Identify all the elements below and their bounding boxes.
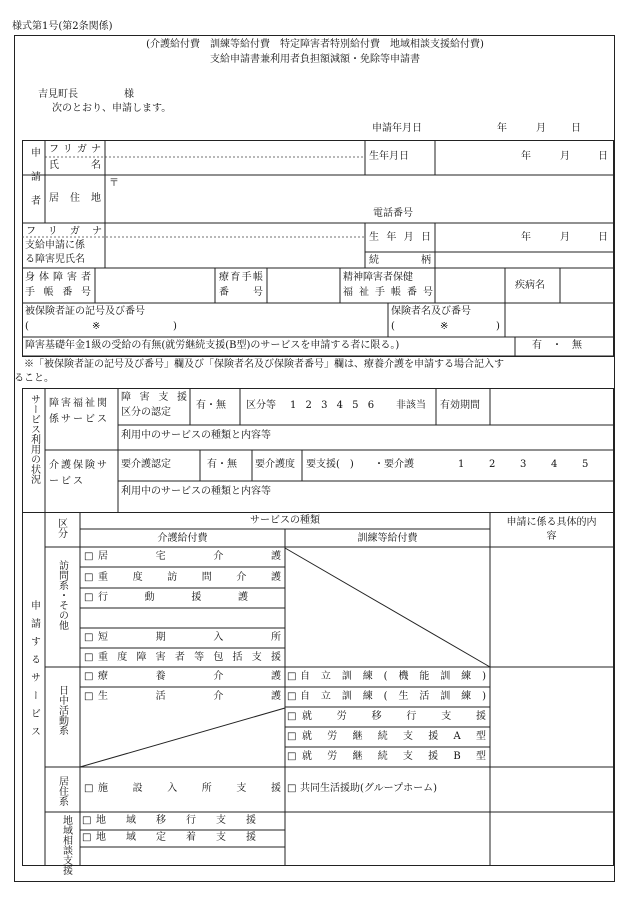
addressee: 吉見町長 bbox=[38, 89, 78, 100]
checkbox[interactable]: □ bbox=[84, 783, 94, 794]
disease-label: 疾病名 bbox=[515, 280, 545, 291]
cert-label-2: 区分の認定 bbox=[121, 407, 171, 418]
visit-item-label: 短期入所 bbox=[98, 632, 281, 643]
service-types-header: サービスの種類 bbox=[250, 515, 320, 526]
phone-label: 電話番号 bbox=[373, 208, 413, 219]
specific-content-header-1: 申請に係る具体的内 bbox=[506, 517, 597, 528]
residential-care-label: 施設入所支援 bbox=[98, 783, 281, 794]
applicant-birth-month: 月 bbox=[560, 151, 570, 162]
day-item-label: 生活介護 bbox=[98, 691, 281, 702]
valid-period-label: 有効期間 bbox=[440, 400, 480, 411]
checkbox[interactable]: □ bbox=[84, 652, 94, 663]
ryoiku-handbook-label-2: 番 号 bbox=[219, 287, 263, 298]
care-level-label: 要介護度 bbox=[255, 459, 295, 470]
checkbox[interactable]: □ bbox=[84, 572, 94, 583]
care-cert-yes-no[interactable]: 有・無 bbox=[207, 459, 237, 470]
addressee-suffix: 様 bbox=[124, 89, 134, 100]
non-applicable[interactable]: 非該当 bbox=[396, 400, 426, 411]
care-service-label: 介護保険サービス bbox=[49, 460, 109, 487]
care-level-1[interactable]: 1 bbox=[458, 459, 465, 470]
checkbox[interactable]: □ bbox=[287, 711, 297, 722]
checkbox[interactable]: □ bbox=[287, 751, 297, 762]
applicant-birth-label: 生年月日 bbox=[369, 151, 409, 162]
postal-mark: 〒 bbox=[109, 178, 119, 189]
specific-content-header-2: 容 bbox=[546, 531, 557, 542]
care-level-2[interactable]: 2 bbox=[489, 459, 496, 470]
child-birth-year: 年 bbox=[521, 232, 531, 243]
physical-handbook-field[interactable] bbox=[98, 271, 212, 301]
application-date-label: 申請年月日 bbox=[372, 123, 422, 134]
insurer-note-mark: ※ bbox=[440, 321, 449, 332]
child-birth-label: 生年月日 bbox=[369, 232, 431, 243]
training-item-label: 就労継続支援B型 bbox=[302, 751, 486, 762]
intro-text: 次のとおり、申請します。 bbox=[52, 103, 172, 114]
ryoiku-handbook-label-1: 療育手帳 bbox=[219, 272, 263, 283]
residential-training-label: 共同生活援助(グループホーム) bbox=[300, 783, 438, 794]
applicant-name-label: 氏 名 bbox=[49, 160, 101, 171]
care-level-5[interactable]: 5 bbox=[582, 459, 589, 470]
training-item-label: 自立訓練(機能訓練) bbox=[300, 671, 486, 682]
cert-label-1: 障害支援 bbox=[121, 392, 187, 403]
checkbox[interactable]: □ bbox=[84, 592, 94, 603]
class-options[interactable]: 1 2 3 4 5 6 bbox=[290, 400, 378, 411]
applicant-name-field[interactable] bbox=[108, 145, 363, 173]
disease-field[interactable] bbox=[563, 271, 611, 301]
child-name-label-1: 支給申請に係 bbox=[25, 240, 85, 251]
care-in-use-label: 利用中のサービスの種類と内容等 bbox=[121, 486, 271, 497]
checkbox[interactable]: □ bbox=[82, 832, 92, 843]
welfare-service-label: 障害福祉関係サービス bbox=[49, 398, 109, 425]
insured-number-label: 被保険者証の記号及び番号 bbox=[25, 306, 145, 317]
insurer-label: 保険者名及び番号 bbox=[391, 306, 471, 317]
child-furigana-label: フリガナ bbox=[26, 226, 102, 237]
visit-item-label: 行動援護 bbox=[98, 592, 248, 603]
applicant-birth-year: 年 bbox=[521, 151, 531, 162]
mental-handbook-label-2: 福祉手帳番号 bbox=[343, 287, 433, 298]
child-name-field[interactable] bbox=[108, 240, 363, 265]
pension-answer[interactable]: 有 ・ 無 bbox=[532, 340, 582, 351]
date-month: 月 bbox=[536, 123, 546, 134]
child-birth-month: 月 bbox=[560, 232, 570, 243]
care-level-3[interactable]: 3 bbox=[520, 459, 527, 470]
address-field[interactable] bbox=[108, 190, 608, 218]
visit-item-label: 重度訪問介護 bbox=[98, 572, 281, 583]
note-line-2: ること。 bbox=[14, 373, 54, 384]
checkbox[interactable]: □ bbox=[84, 671, 94, 682]
form-number: 様式第1号(第2条関係) bbox=[12, 21, 113, 32]
care-need[interactable]: ・要介護 bbox=[374, 459, 414, 470]
child-name-label-2: る障害児氏名 bbox=[25, 254, 85, 265]
checkbox[interactable]: □ bbox=[287, 671, 297, 682]
applicant-furigana-label: フリガナ bbox=[49, 144, 101, 155]
training-benefit-header: 訓練等給付費 bbox=[357, 533, 418, 544]
application-side-label: 申請するサービス bbox=[28, 600, 40, 744]
checkbox[interactable]: □ bbox=[84, 691, 94, 702]
form-title-line2: 支給申請書兼利用者負担額減額・免除等申請書 bbox=[210, 54, 420, 65]
physical-handbook-label-1: 身体障害者 bbox=[25, 272, 91, 283]
welfare-in-use-label: 利用中のサービスの種類と内容等 bbox=[121, 430, 271, 441]
care-cert-label: 要介護認定 bbox=[121, 459, 171, 470]
visit-item-label: 重度障害者等包括支援 bbox=[98, 652, 281, 663]
category-residential: 居住系 bbox=[56, 776, 68, 806]
physical-handbook-label-2: 手帳番号 bbox=[25, 287, 91, 298]
service-status-side-label: サービス利用の状況 bbox=[28, 394, 40, 484]
checkbox[interactable]: □ bbox=[84, 632, 94, 643]
visit-item-label: 居宅介護 bbox=[98, 551, 281, 562]
checkbox[interactable]: □ bbox=[287, 783, 297, 794]
checkbox[interactable]: □ bbox=[82, 815, 92, 826]
relation-label: 続 柄 bbox=[369, 255, 431, 266]
insured-note-mark: ※ bbox=[92, 321, 101, 332]
date-year: 年 bbox=[497, 123, 507, 134]
support-need[interactable]: 要支援( ) bbox=[306, 459, 354, 470]
class-header: 区分 bbox=[55, 518, 67, 538]
pension-question: 障害基礎年金1級の受給の有無(就労継続支援(B型)のサービスを申請する者に限る。) bbox=[25, 340, 400, 351]
date-day: 日 bbox=[571, 123, 581, 134]
day-item-label: 療養介護 bbox=[98, 671, 281, 682]
checkbox[interactable]: □ bbox=[84, 551, 94, 562]
training-item-label: 自立訓練(生活訓練) bbox=[300, 691, 486, 702]
category-local-consult: 地域相談支援 bbox=[60, 815, 72, 875]
insured-open-paren: ( bbox=[25, 321, 29, 332]
mental-handbook-label-1: 精神障害者保健 bbox=[343, 272, 413, 283]
local-item-label: 地域定着支援 bbox=[96, 832, 256, 843]
class-label: 区分等 bbox=[246, 400, 276, 411]
insurer-open-paren: ( bbox=[391, 321, 395, 332]
address-label: 居住地 bbox=[49, 193, 101, 204]
training-item-label: 就労移行支援 bbox=[302, 711, 486, 722]
mental-handbook-field[interactable] bbox=[438, 271, 503, 301]
training-item-label: 就労継続支援A型 bbox=[302, 731, 486, 742]
category-visit: 訪問系・その他 bbox=[56, 560, 68, 630]
checkbox[interactable]: □ bbox=[287, 731, 297, 742]
care-benefit-header: 介護給付費 bbox=[157, 533, 208, 544]
form-title-line1: (介護給付費 訓練等給付費 特定障害者特別給付費 地域相談支援給付費) bbox=[146, 39, 484, 50]
note-line-1: ※「被保険者証の記号及び番号」欄及び「保険者名及び保険者番号」欄は、療養介護を申請する場合記入す bbox=[24, 359, 504, 370]
insured-close-paren: ) bbox=[173, 321, 177, 332]
applicant-side-label: 申請者 bbox=[28, 147, 40, 219]
applicant-birth-day: 日 bbox=[598, 151, 608, 162]
care-level-4[interactable]: 4 bbox=[551, 459, 558, 470]
child-birth-day: 日 bbox=[598, 232, 608, 243]
insurer-close-paren: ) bbox=[496, 321, 500, 332]
category-day-activity: 日中活動系 bbox=[56, 685, 68, 735]
checkbox[interactable]: □ bbox=[287, 691, 297, 702]
ryoiku-handbook-field[interactable] bbox=[270, 271, 338, 301]
local-item-label: 地域移行支援 bbox=[96, 815, 256, 826]
cert-yes-no[interactable]: 有・無 bbox=[196, 400, 226, 411]
